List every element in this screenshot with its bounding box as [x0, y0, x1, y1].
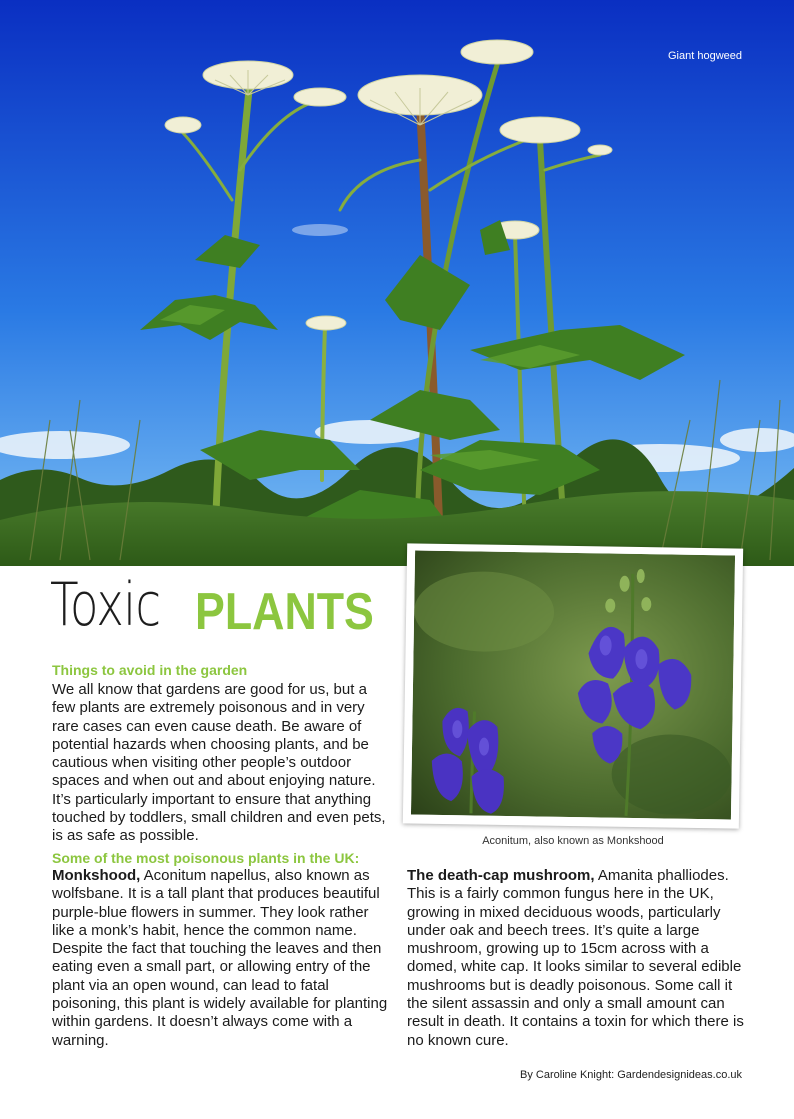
- deathcap-body: Amanita phalliodes. This is a fairly common fungus here in the UK, growing in mixed deciduous woods, particularly under oak and beech trees. It’s quite a large mushroom, growing up to 15cm across with a domed, white cap. It looks similar to several edible mushrooms but is deadly poisonous. Some call it the silent assassin and only a small amount can result in death. It contains a toxin for which there is no known cure.: [407, 867, 744, 1049]
- hero-caption: Giant hogweed: [668, 50, 742, 62]
- monkshood-body: Aconitum napellus, also known as wolfsbane. It is a tall plant that produces beautiful purple-blue flowers in summer. They look rather like a monk’s habit, hence the common name. Despite the fact that touching the leaves and then eating even a small part, or allowing entry of the plant via an open wound, can lead to fatal poisoning, this plant is widely available for planting within gardens. It doesn’t always come with a warning.: [52, 867, 388, 1049]
- photo-caption: Aconitum, also known as Monkshood: [482, 835, 664, 847]
- deathcap-name: The death-cap mushroom,: [407, 867, 595, 884]
- monkshood-photo-frame: [403, 543, 743, 828]
- list-heading: Some of the most poisonous plants in the UK:: [52, 850, 360, 866]
- intro-heading: Things to avoid in the garden: [52, 662, 248, 678]
- title-bold-word: PLANTS: [195, 583, 374, 641]
- aconitum-image: [411, 551, 735, 820]
- deathcap-paragraph: [407, 867, 745, 1050]
- title-script-word: Toxic: [50, 570, 161, 640]
- monkshood-name: Monkshood,: [52, 867, 141, 884]
- monkshood-paragraph: [52, 867, 388, 1050]
- intro-paragraph: We all know that gardens are good for us, but a few plants are extremely poisonous and in very rare cases can even cause death. Be aware of potential hazards when choosing plants, and be cautious when visiting other people’s outdoor spaces and when out and about enjoying nature. It’s particularly important to ensure that anything touched by toddlers, small children and even pets, is as safe as possible.: [52, 681, 386, 845]
- byline: By Caroline Knight: Gardendesignideas.co.uk: [520, 1069, 742, 1081]
